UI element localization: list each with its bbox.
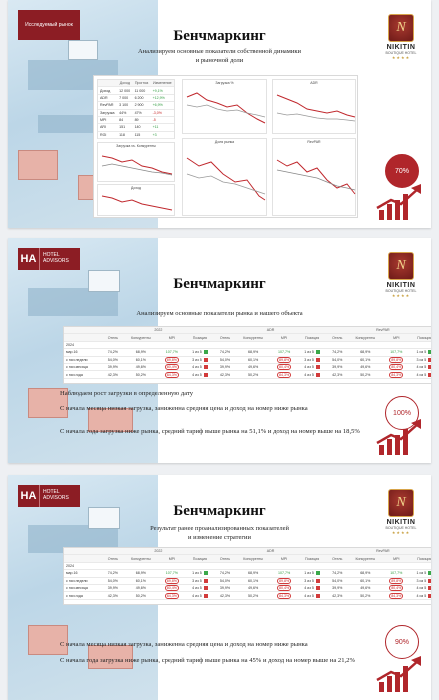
table-row: с нач.года 42,3% 50,2% 84,3% 4 из 5 42,3% 50,2% 84,3% 4 из 5 42,3% 50,2% 84,3% 4 из 5 — [64, 371, 431, 378]
kpi-col-header: Прогноз — [133, 80, 151, 87]
growth-arrow-icon — [375, 417, 425, 457]
progress-circle: 90% — [385, 625, 419, 659]
logo-seal-icon: N — [388, 14, 414, 42]
slide-subtitle: Анализируем основные показатели собственной динамики и рыночной доли — [137, 48, 302, 64]
down-indicator-icon — [428, 579, 431, 583]
growth-arrow-icon — [375, 654, 425, 694]
kpi-row: RGI 118 115 +3 — [98, 131, 174, 138]
hotel-advisors-logo: HA HOTEL ADVISORS — [18, 485, 80, 507]
up-indicator-icon — [316, 350, 320, 354]
table-col-header: Позиция — [298, 555, 327, 562]
kpi-row: MPI 84 89 -5 — [98, 116, 174, 123]
dashboard-panel — [93, 75, 358, 218]
table-row: мар.16 74,2% 68,9% 107,7% 1 из 5 74,2% 68,9% 107,7% 1 из 5 74,2% 68,9% 107,7% 1 из 5 — [64, 570, 431, 577]
table-col-header: MPI — [158, 555, 185, 562]
down-indicator-icon — [204, 594, 208, 598]
growth-arrow-icon — [375, 182, 425, 222]
table-col-header: Конкуренты — [236, 334, 271, 341]
nikitin-logo: N NIKITIN BOUTIQUE HOTEL ★★★★ — [381, 252, 421, 298]
benchmark-table: 2022 ADR RevPAR Отель Конкуренты MPI Позиция Отель Конкуренты MPI Позиция Отель Конкуренты MPI Позиция 2024 мар.16 74,2% 68,9% 107,7% 1 из 5 74,2% 68,9% 107,7% 1 из 5 74,2% 68,9% 107,7% 1 из 5 с нач.недели 54,0% 60,1% 89,8% 3 из 5 54,0% 60,1% 89,8% 3 из 5 54,0% 60,1% 89,8% 3 из 5 с нач.месяца 39,9% 49,6% 80,4% 4 из 5 39,9% 49,6% 80,4% 4 из 5 39,9% 49,6% 80,4% 4 из 5 с нач.года 42,3% 50,2% 84,3% 4 из 5 42,3% 50,2% 84,3% 4 из 5 42,3% 50,2% 84,3% 4 из 5 — [64, 327, 431, 379]
up-indicator-icon — [428, 350, 431, 354]
table-col-header: Конкуренты — [236, 555, 271, 562]
hotel-advisors-logo: HA HOTEL ADVISORS — [18, 248, 80, 270]
line-chart-market-share — [183, 144, 268, 214]
table-row: с нач.месяца 39,9% 49,6% 80,4% 4 из 5 39,9% 49,6% 80,4% 4 из 5 39,9% 49,6% 80,4% 4 из 5 — [64, 584, 431, 591]
mini-chart-1: ADR — [272, 79, 356, 134]
mini-chart-0: Загрузка % — [182, 79, 267, 134]
slide-market-dynamics — [8, 0, 431, 228]
down-indicator-icon — [316, 358, 320, 362]
slide-title: Бенчмаркинг — [173, 28, 266, 44]
slide-title: Бенчмаркинг — [173, 276, 266, 292]
down-indicator-icon — [204, 358, 208, 362]
nikitin-logo: N NIKITIN BOUTIQUE HOTEL ★★★★ — [381, 14, 421, 60]
benchmark-table-panel — [63, 326, 431, 384]
down-indicator-icon — [428, 586, 431, 590]
table-col-header: Позиция — [298, 334, 327, 341]
up-indicator-icon — [204, 350, 208, 354]
table-col-header: Конкуренты — [348, 555, 383, 562]
table-col-header: Позиция — [185, 555, 214, 562]
logo-seal-icon: N — [388, 252, 414, 280]
kpi-row: ARI 151 140 +11 — [98, 124, 174, 131]
mini-chart-4: Доля рынка — [182, 138, 267, 216]
down-indicator-icon — [316, 365, 320, 369]
line-chart-revpar — [273, 144, 357, 214]
table-row: с нач.года 42,3% 50,2% 84,3% 4 из 5 42,3% 50,2% 84,3% 4 из 5 42,3% 50,2% 84,3% 4 из 5 — [64, 592, 431, 599]
slide-market-vs-hotel — [8, 238, 431, 463]
logo-seal-icon: N — [388, 489, 414, 517]
note-1: Наблюдаем рост загрузки в определенную дату — [60, 390, 194, 397]
table-col-header: MPI — [271, 555, 298, 562]
table-row: с нач.месяца 39,9% 49,6% 80,4% 4 из 5 39,9% 49,6% 80,4% 4 из 5 39,9% 49,6% 80,4% 4 из 5 — [64, 363, 431, 370]
kpi-row: Доход 12 000 11 000 +9,1% — [98, 87, 174, 94]
table-col-header: Отель — [102, 334, 123, 341]
line-chart-adr — [273, 85, 357, 130]
table-row: 2024 — [64, 341, 431, 348]
table-row: мар.16 74,2% 68,9% 107,7% 1 из 5 74,2% 68,9% 107,7% 1 из 5 74,2% 68,9% 107,7% 1 из 5 — [64, 349, 431, 356]
line-chart-occupancy — [183, 85, 268, 130]
table-col-header: Отель — [327, 555, 348, 562]
down-indicator-icon — [204, 373, 208, 377]
table-row: 2024 — [64, 562, 431, 569]
down-indicator-icon — [204, 365, 208, 369]
nikitin-logo: N NIKITIN BOUTIQUE HOTEL ★★★★ — [381, 489, 421, 535]
down-indicator-icon — [428, 594, 431, 598]
note-1: С начала месяца низкая загрузка, заниженна средняя цена и доход на номер ниже рынка — [60, 641, 308, 648]
down-indicator-icon — [428, 358, 431, 362]
line-chart-vs-competitors — [98, 148, 176, 180]
note-2: С начала месяца низкая загрузка, заниженна средняя цена и доход на номер ниже рынка — [60, 405, 308, 412]
table-col-header: MPI — [271, 334, 298, 341]
table-col-header: Отель — [327, 334, 348, 341]
kpi-col-header: Изменение — [151, 80, 174, 87]
note-2: С начала года загрузка ниже рынка, средний тариф выше рынка на 45% и доход на номер выше на 21,2% — [60, 657, 355, 664]
table-col-header: Конкуренты — [123, 555, 158, 562]
down-indicator-icon — [316, 586, 320, 590]
mini-chart-3: Доход — [97, 184, 175, 216]
table-col-header: MPI — [158, 334, 185, 341]
table-col-header: Позиция — [410, 555, 431, 562]
up-indicator-icon — [316, 571, 320, 575]
kpi-table-card — [97, 79, 175, 139]
table-col-header: Отель — [102, 555, 123, 562]
benchmark-table-panel — [63, 547, 431, 605]
mini-chart-5: RevPAR — [272, 138, 356, 216]
kpi-row: RevPAR 3 100 2 900 +6,9% — [98, 102, 174, 109]
kpi-row: Загрузка 44% 47% -3,0% — [98, 109, 174, 116]
table-col-header: Отель — [214, 334, 235, 341]
table-col-header: Отель — [214, 555, 235, 562]
kpi-col-header: Доход — [117, 80, 132, 87]
down-indicator-icon — [204, 586, 208, 590]
market-badge: Исследуемый рынок — [18, 10, 80, 40]
down-indicator-icon — [316, 373, 320, 377]
up-indicator-icon — [204, 571, 208, 575]
table-col-header: MPI — [383, 555, 410, 562]
down-indicator-icon — [316, 594, 320, 598]
note-3: С начала года загрузка ниже рынка, средний тариф выше рынка на 51,1% и доход на номер выше на 18,5% — [60, 428, 360, 435]
table-row: с нач.недели 54,0% 60,1% 89,8% 3 из 5 54,0% 60,1% 89,8% 3 из 5 54,0% 60,1% 89,8% 3 из 5 — [64, 356, 431, 363]
progress-circle: 100% — [385, 396, 419, 430]
mini-chart-2: Загрузка vs. Конкуренты — [97, 142, 175, 182]
table-col-header: Позиция — [185, 334, 214, 341]
up-indicator-icon — [428, 571, 431, 575]
progress-circle: 70% — [385, 154, 419, 188]
line-chart-revenue — [98, 190, 176, 214]
down-indicator-icon — [204, 579, 208, 583]
table-col-header: Позиция — [410, 334, 431, 341]
down-indicator-icon — [428, 365, 431, 369]
benchmark-table: 2022 ADR RevPAR Отель Конкуренты MPI Позиция Отель Конкуренты MPI Позиция Отель Конкуренты MPI Позиция 2024 мар.16 74,2% 68,9% 107,7% 1 из 5 74,2% 68,9% 107,7% 1 из 5 74,2% 68,9% 107,7% 1 из 5 с нач.недели 54,0% 60,1% 89,8% 3 из 5 54,0% 60,1% 89,8% 3 из 5 54,0% 60,1% 89,8% 3 из 5 с нач.месяца 39,9% 49,6% 80,4% 4 из 5 39,9% 49,6% 80,4% 4 из 5 39,9% 49,6% 80,4% 4 из 5 с нач.года 42,3% 50,2% 84,3% 4 из 5 42,3% 50,2% 84,3% 4 из 5 42,3% 50,2% 84,3% 4 из 5 — [64, 548, 431, 600]
slide-title: Бенчмаркинг — [173, 503, 266, 519]
slide-strategy-result — [8, 475, 431, 700]
slide-subtitle: Анализируем основные показатели рынка и нашего объекта — [136, 310, 303, 317]
slide-subtitle: Результат ранее проанализированных показателей и изменение стратегии — [150, 525, 289, 541]
down-indicator-icon — [428, 373, 431, 377]
kpi-row: ADR 7 000 6 200 +12,9% — [98, 94, 174, 101]
table-row: с нач.недели 54,0% 60,1% 89,8% 3 из 5 54,0% 60,1% 89,8% 3 из 5 54,0% 60,1% 89,8% 3 из 5 — [64, 577, 431, 584]
kpi-table — [98, 80, 174, 139]
table-col-header: MPI — [383, 334, 410, 341]
table-col-header: Конкуренты — [348, 334, 383, 341]
table-col-header: Конкуренты — [123, 334, 158, 341]
down-indicator-icon — [316, 579, 320, 583]
